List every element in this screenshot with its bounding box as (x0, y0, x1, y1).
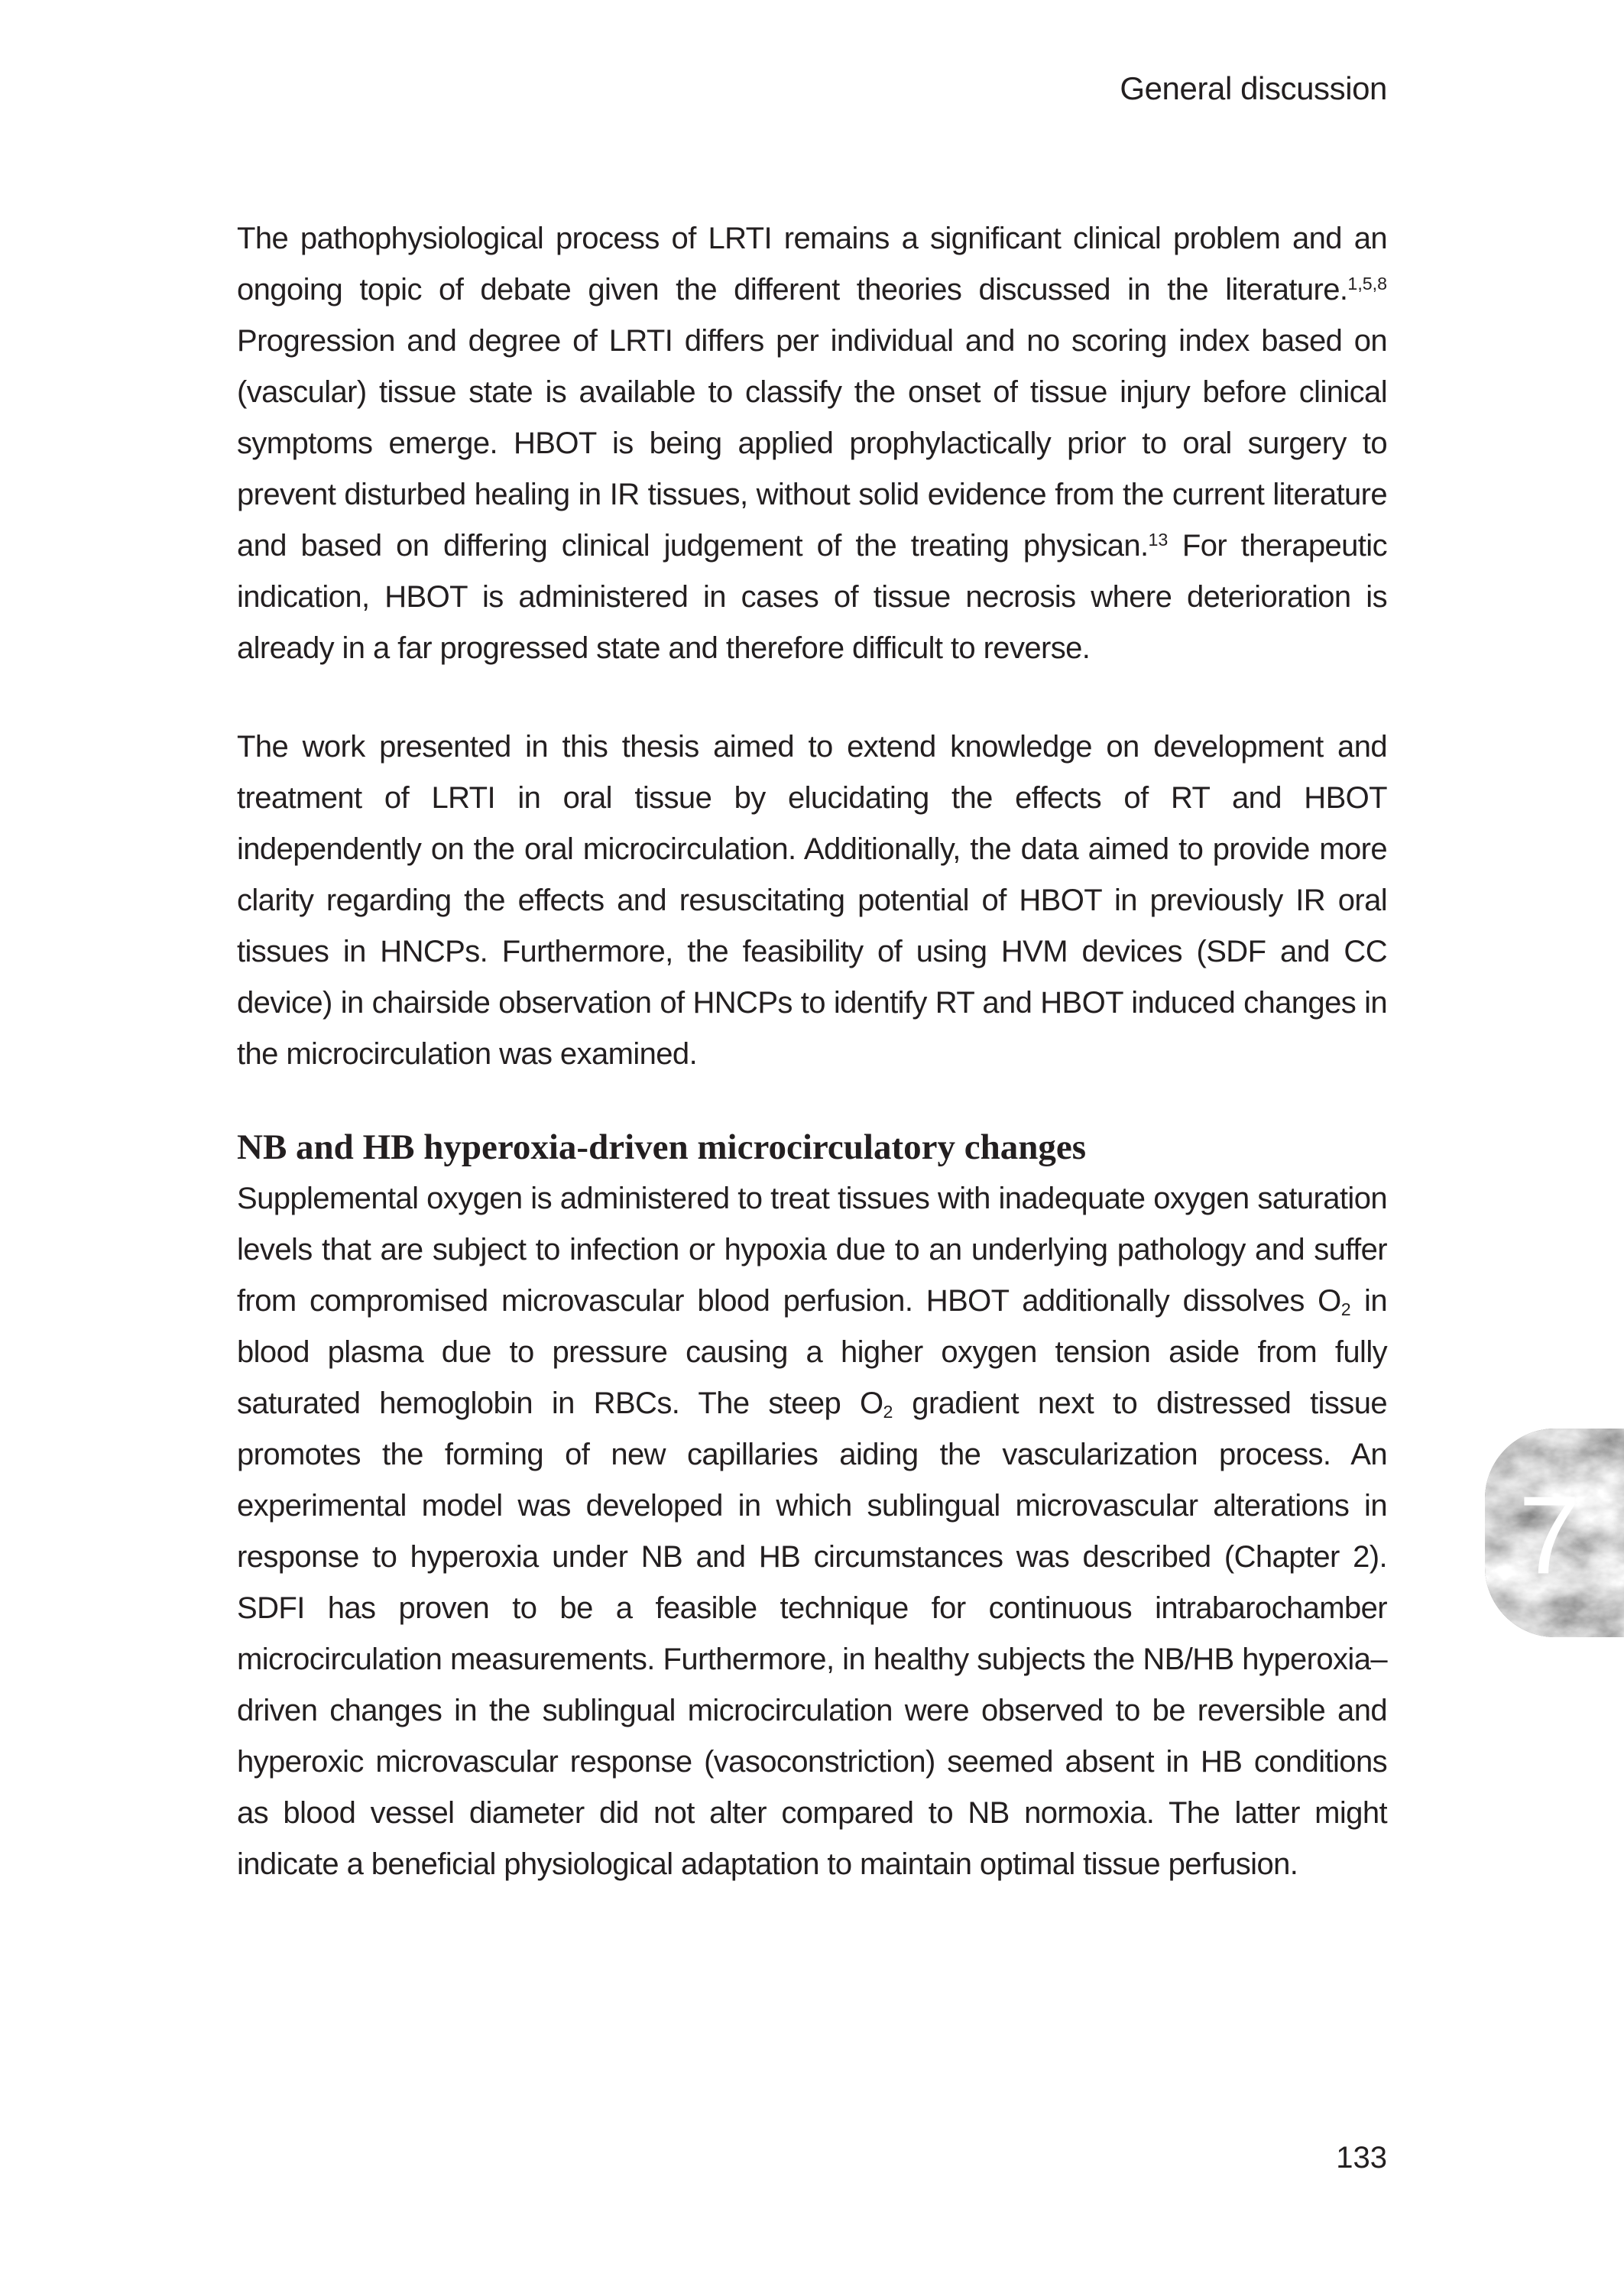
paragraph-2-text: The work presented in this thesis aimed to extend knowledge on development and treatment of LRTI in oral tissue by elucidating the effects of RT and HBOT independently on the oral microcirculation. Additionally, the data aimed to provide more clarity regarding the effects and resuscitating potential of HBOT in previously IR oral tissues in HNCPs. Furthermore, the feasibility of using HVM devices (SDF and CC device) in chairside observation of HNCPs to identify RT and HBOT induced changes in the microcirculation was examined. (237, 730, 1387, 1071)
paragraph-3-text: in blood plasma due to pressure causing a higher oxygen tension aside from fully saturated hemoglobin in RBCs. The steep O (237, 1284, 1387, 1420)
oxygen-subscript: 2 (1340, 1299, 1351, 1319)
body-text-column (237, 213, 1387, 1890)
citation-superscript: 1,5,8 (1347, 274, 1387, 294)
paragraph-2 (237, 722, 1387, 1080)
citation-superscript: 13 (1148, 530, 1169, 550)
chapter-tab (1485, 1429, 1624, 1637)
paragraph-1 (237, 213, 1387, 674)
page-number: 133 (1336, 2141, 1387, 2175)
paragraph-3-text: gradient next to distressed tissue promotes the forming of new capillaries aiding the vascularization process. An experimental model was developed in which sublingual microvascular alterations in response to hyperoxia under NB and HB circumstances was described (Chapter 2). SDFI has proven to be a feasible technique for continuous intrabarochamber microcirculation measurements. Furthermore, in healthy subjects the NB/HB hyperoxia–driven changes in the sublingual microcirculation were observed to be reversible and hyperoxic microvascular response (vasoconstriction) seemed absent in HB conditions as blood vessel diameter did not alter compared to NB normoxia. The latter might indicate a beneficial physiological adaptation to maintain optimal tissue perfusion. (237, 1387, 1387, 1881)
chapter-number: 7 (1519, 1472, 1580, 1597)
paragraph-1-text: Progression and degree of LRTI differs per individual and no scoring index based on (vascular) tissue state is available to classify the onset of tissue injury before clinical symptoms emerge. HBOT is being applied prophylactically prior to oral surgery to prevent disturbed healing in IR tissues, without solid evidence from the current literature and based on differing clinical judgement of the treating physican. (237, 324, 1387, 563)
paragraph-3 (237, 1173, 1387, 1890)
running-header-title: General discussion (1120, 70, 1387, 106)
oxygen-subscript: 2 (883, 1401, 893, 1422)
section-heading: NB and HB hyperoxia-driven microcirculatory changes (237, 1127, 1087, 1167)
paragraph-3-text: Supplemental oxygen is administered to treat tissues with inadequate oxygen saturation levels that are subject to infection or hypoxia due to an underlying pathology and suffer from compromised microvascular blood perfusion. HBOT additionally dissolves O (237, 1182, 1387, 1318)
paragraph-1-text: For therapeutic indication, HBOT is administered in cases of tissue necrosis where deterioration is already in a far progressed state and therefore difficult to reverse. (237, 529, 1387, 665)
paragraph-1-text: The pathophysiological process of LRTI remains a significant clinical problem and an ongoing topic of debate given the different theories discussed in the literature. (237, 222, 1387, 306)
